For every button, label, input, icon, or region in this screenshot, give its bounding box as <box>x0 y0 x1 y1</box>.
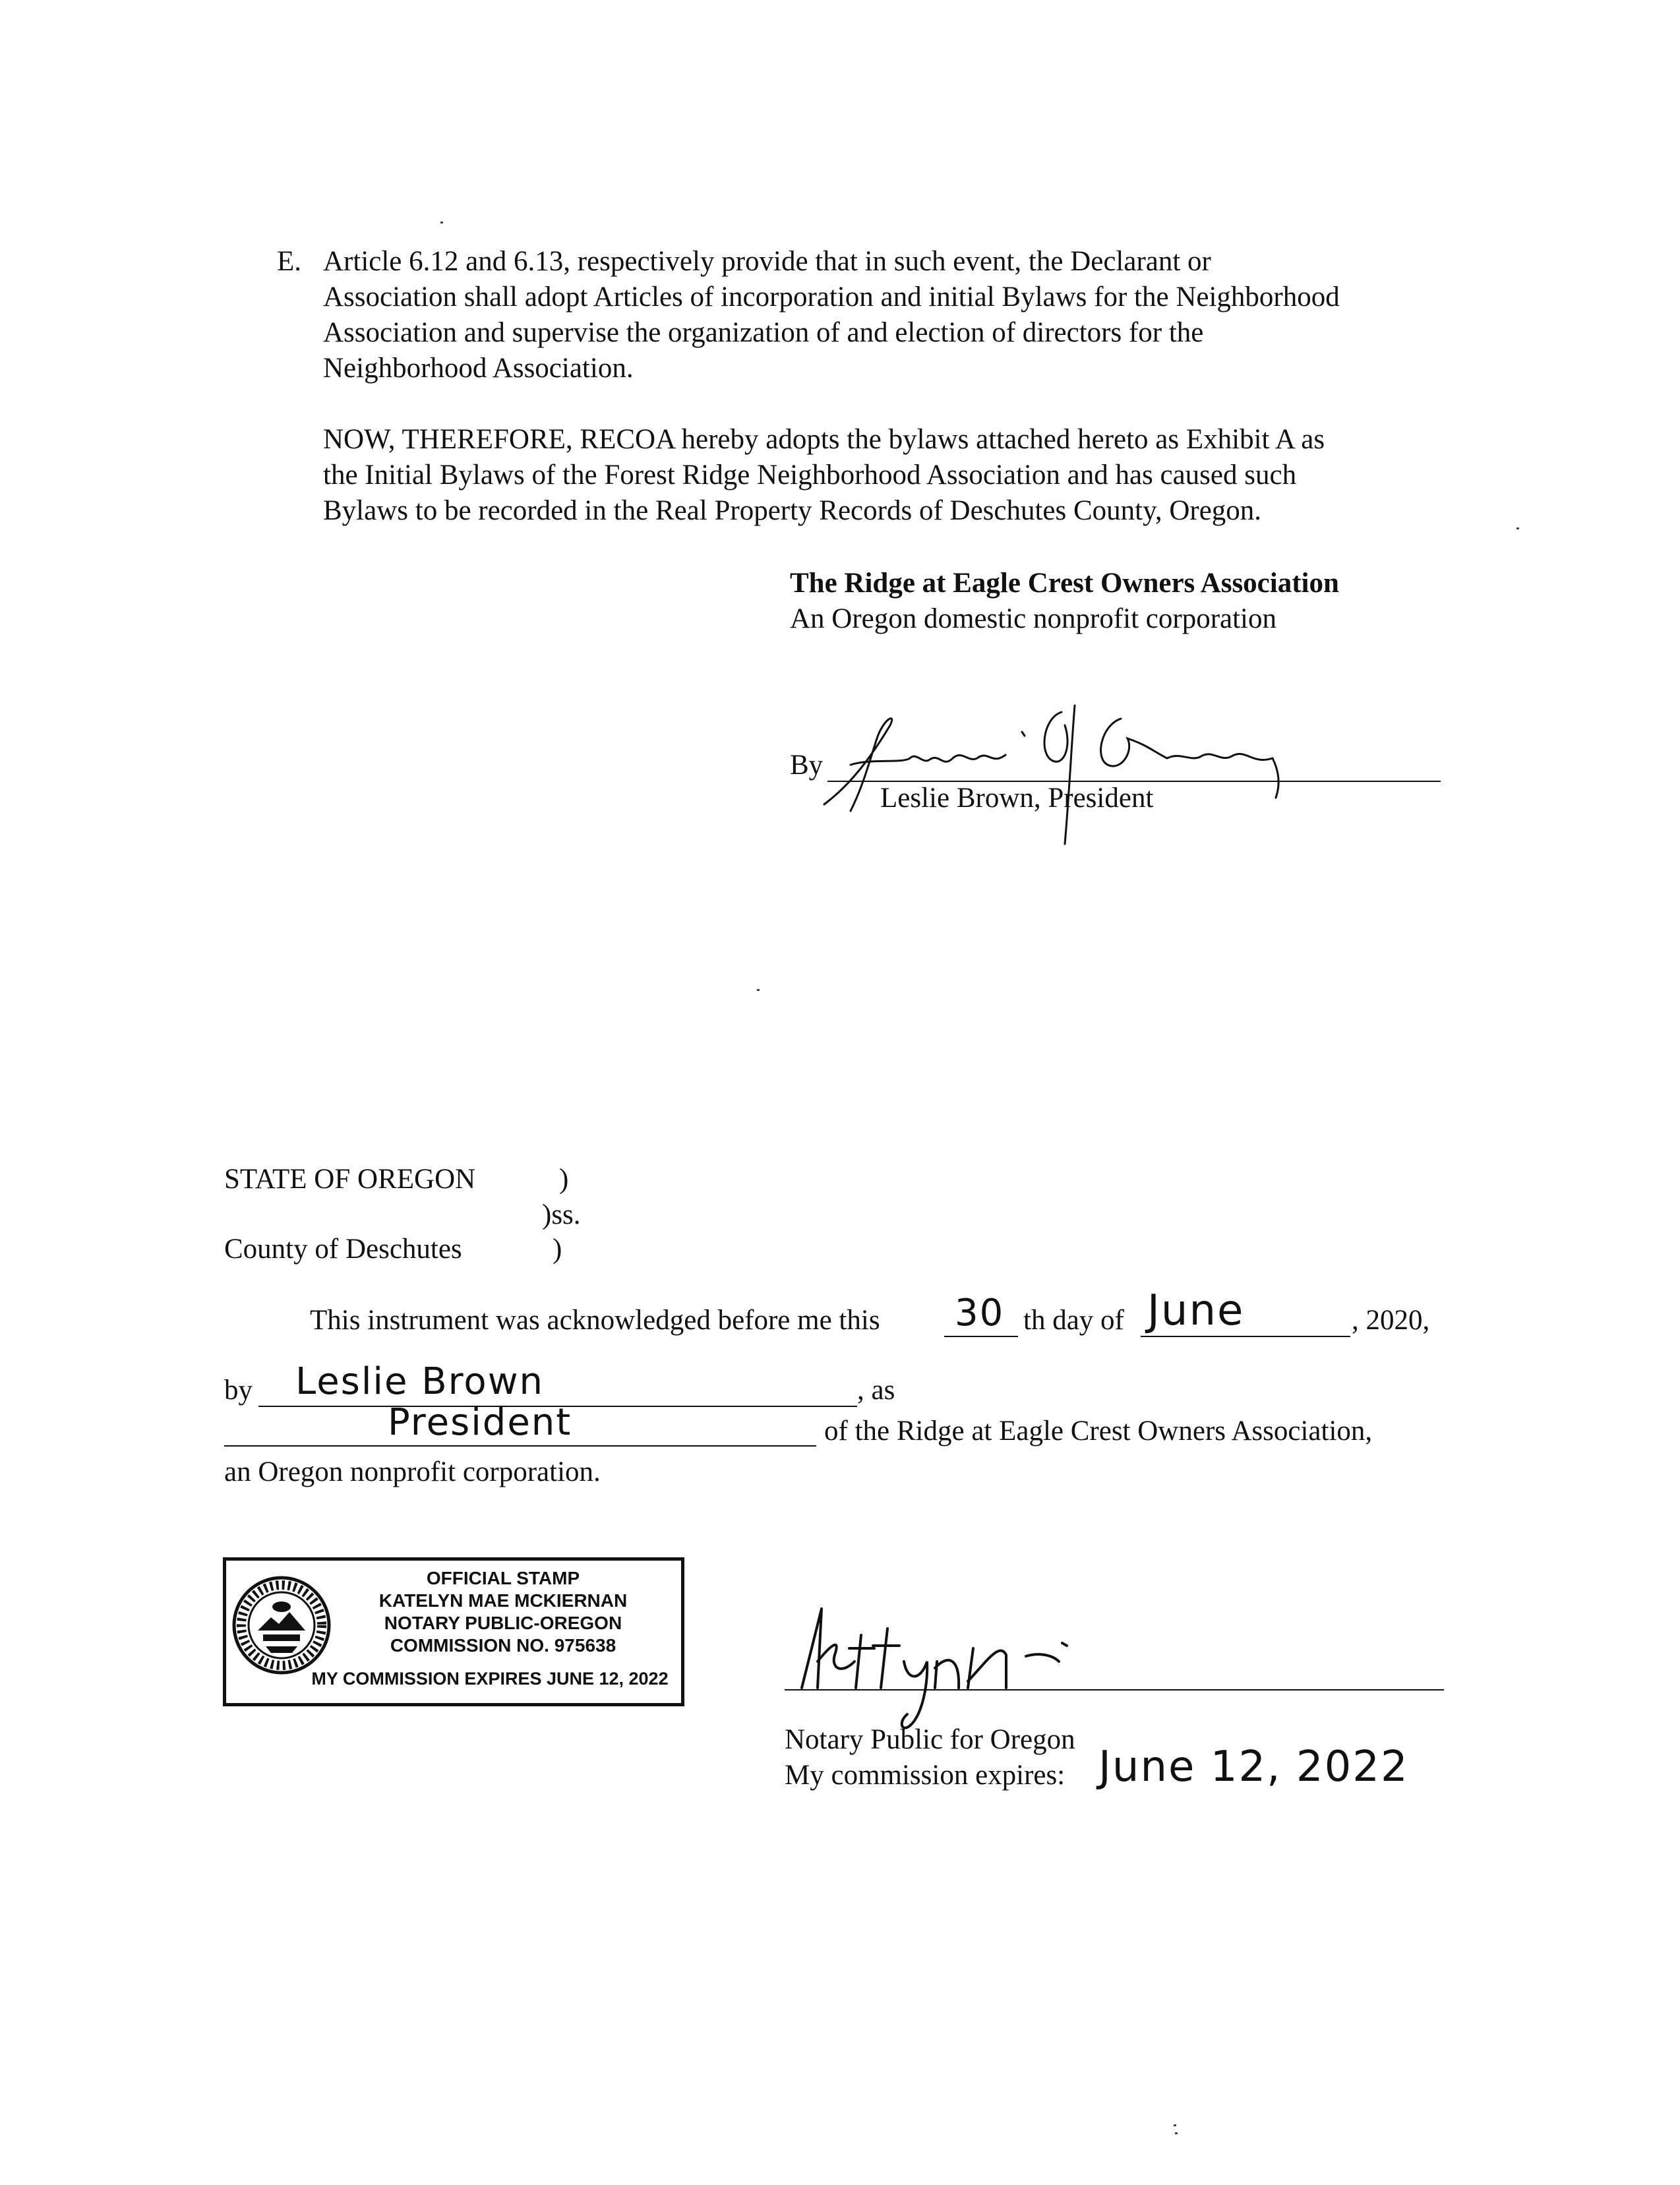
ack-day-handwritten: 30 <box>955 1292 1005 1334</box>
venue-ss: )ss. <box>542 1199 581 1230</box>
notary-signature <box>789 1596 1131 1734</box>
ack-day-line <box>944 1336 1018 1337</box>
venue-paren-1: ) <box>559 1164 569 1195</box>
paragraph-e-line-2: Association shall adopt Articles of incorporation and initial Bylaws for the Neighborhood <box>323 282 1340 313</box>
scan-speck <box>1174 2124 1176 2126</box>
ack-mid: th day of <box>1023 1305 1124 1336</box>
ack-title-handwritten: President <box>388 1401 572 1444</box>
ack-name-handwritten: Leslie Brown <box>295 1360 544 1403</box>
scan-speck <box>1175 2132 1178 2134</box>
ack-by-label: by <box>224 1375 253 1406</box>
org-name: The Ridge at Eagle Crest Owners Association <box>790 568 1339 599</box>
notary-title: Notary Public for Oregon <box>785 1724 1075 1755</box>
scan-speck <box>757 989 760 991</box>
venue-paren-2: ) <box>553 1234 562 1265</box>
paragraph-e-line-3: Association and supervise the organization of and election of directors for the <box>323 317 1204 348</box>
stamp-line-2: KATELYN MAE MCKIERNAN <box>378 1590 628 1611</box>
ack-suffix: , 2020, <box>1352 1305 1430 1336</box>
stamp-line-3: NOTARY PUBLIC-OREGON <box>384 1613 622 1633</box>
venue-state: STATE OF OREGON <box>224 1164 476 1195</box>
by-label: By <box>790 750 824 781</box>
signer-caption: Leslie Brown, President <box>880 783 1154 814</box>
president-signature <box>811 686 1312 851</box>
paragraph-now-line-1: NOW, THEREFORE, RECOA hereby adopts the bylaws attached hereto as Exhibit A as <box>323 424 1325 455</box>
paragraph-e-label: E. <box>277 246 302 277</box>
venue-county: County of Deschutes <box>224 1234 462 1265</box>
notary-expires-handwritten: June 12, 2022 <box>1098 1743 1409 1791</box>
stamp-line-5: MY COMMISSION EXPIRES JUNE 12, 2022 <box>311 1669 669 1689</box>
ack-month-handwritten: June <box>1147 1286 1245 1335</box>
ack-title-line <box>224 1445 816 1447</box>
notary-expires-label: My commission expires: <box>785 1760 1065 1791</box>
paragraph-e-line-4: Neighborhood Association. <box>323 353 634 384</box>
stamp-line-4: COMMISSION NO. 975638 <box>390 1635 616 1656</box>
paragraph-e-line-1: Article 6.12 and 6.13, respectively provide that in such event, the Declarant or <box>323 246 1211 277</box>
org-description: An Oregon domestic nonprofit corporation <box>790 603 1276 634</box>
scan-speck <box>440 222 443 224</box>
paragraph-now-line-3: Bylaws to be recorded in the Real Property Records of Deschutes County, Oregon. <box>323 495 1262 526</box>
stamp-line-1: OFFICIAL STAMP <box>426 1568 580 1588</box>
notary-signature-line <box>785 1689 1444 1691</box>
ack-month-line <box>1141 1336 1350 1337</box>
ack-prefix: This instrument was acknowledged before me this <box>310 1305 880 1336</box>
paragraph-now-line-2: the Initial Bylaws of the Forest Ridge Neighborhood Association and has caused such <box>323 460 1297 491</box>
ack-title-suffix: of the Ridge at Eagle Crest Owners Association, <box>824 1416 1373 1447</box>
ack-as-label: , as <box>857 1375 895 1406</box>
ack-line-4: an Oregon nonprofit corporation. <box>224 1456 601 1487</box>
scan-speck <box>1516 527 1519 529</box>
notary-stamp <box>223 1557 684 1706</box>
